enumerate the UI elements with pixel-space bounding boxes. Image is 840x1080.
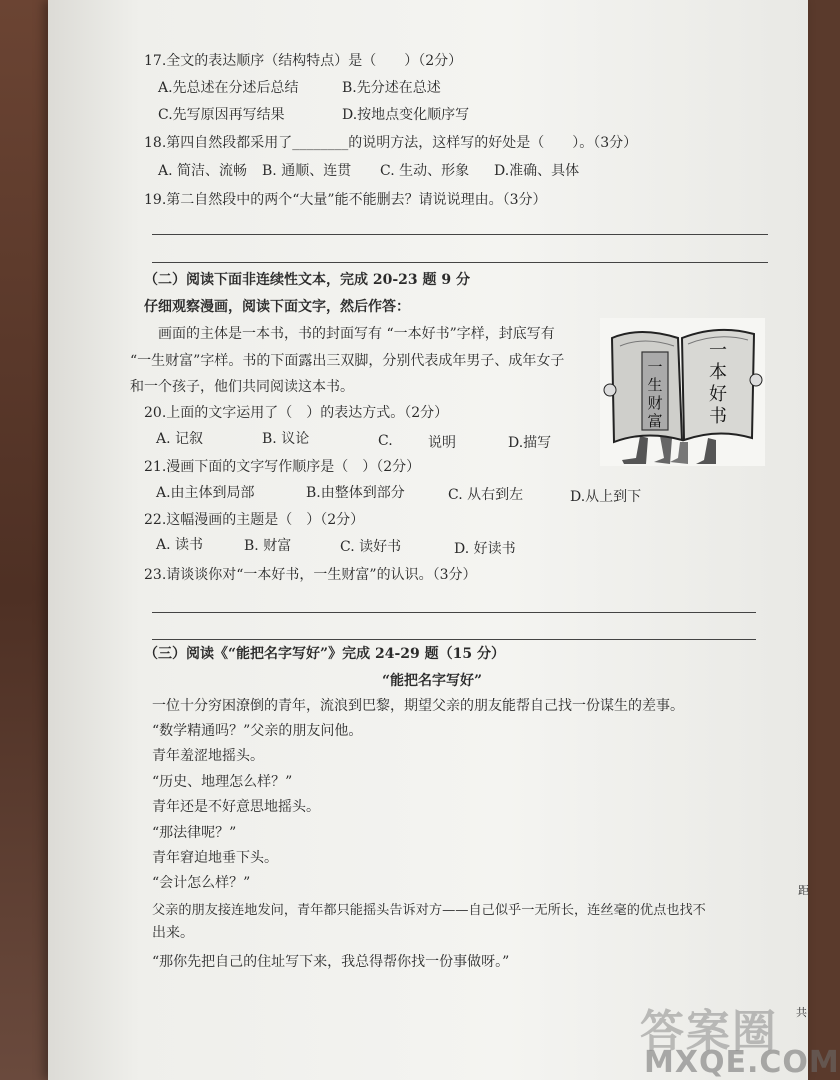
passage-line: 青年羞涩地摇头。	[152, 748, 264, 764]
q17-stem: 17.全文的表达顺序（结构特点）是（ ）（2分）	[144, 53, 463, 69]
q18-option-d: D.准确、具体	[494, 163, 580, 179]
book-comic-svg	[600, 318, 765, 466]
exam-paper	[48, 0, 808, 1080]
section3-title: （三）阅读《“能把名字写好”》完成 24-29 题（15 分）	[144, 646, 505, 662]
q21-stem: 21.漫画下面的文字写作顺序是（ ）（2分）	[144, 459, 421, 475]
answer-line	[152, 234, 768, 235]
q22-option-c: C. 读好书	[340, 539, 402, 555]
comic-left-char: 财	[647, 394, 663, 412]
passage-line: “那你先把自己的住址写下来，我总得帮你找一份事做呀。”	[152, 954, 510, 970]
watermark-url: MXQE.COM	[644, 1045, 840, 1080]
comic-right-char: 书	[709, 406, 727, 427]
passage-line: “历史、地理怎么样？”	[152, 774, 293, 790]
passage-line: 出来。	[152, 925, 194, 941]
answer-line	[152, 262, 768, 263]
q22-option-a: A. 读书	[156, 537, 204, 553]
section2-para-line: 和一个孩子，他们共同阅读这本书。	[130, 379, 354, 395]
q18-option-c: C. 生动、形象	[380, 163, 470, 179]
foot-shape	[670, 442, 688, 464]
q18-option-a: A. 简洁、流畅	[158, 163, 248, 179]
foot-shape	[622, 436, 648, 464]
section2-para-line: 画面的主体是一本书，书的封面写有 “一本好书”字样，封底写有	[158, 326, 555, 342]
passage-line: 青年窘迫地垂下头。	[152, 850, 278, 866]
passage-line: 父亲的朋友接连地发问，青年都只能摇头告诉对方——自己似乎一无所长，连丝毫的优点也找不	[152, 903, 706, 918]
watermark-logo-text: 答案圈	[640, 1006, 778, 1057]
comic-right-char: 好	[709, 384, 727, 405]
hand-shape	[604, 384, 616, 396]
q17-option-b: B.先分述在总述	[342, 80, 441, 96]
q21-option-b: B.由整体到部分	[306, 485, 405, 501]
q20-option-c-letter: C.	[378, 433, 393, 449]
q22-option-b: B. 财富	[244, 538, 292, 554]
comic-left-char: 生	[647, 376, 663, 394]
q20-option-d: D.描写	[508, 435, 552, 451]
q22-stem: 22.这幅漫画的主题是（ ）（2分）	[144, 512, 365, 528]
passage-title: “能把名字写好”	[382, 673, 483, 689]
hand-shape	[750, 374, 762, 386]
passage-line: “会计怎么样？”	[152, 875, 251, 891]
comic-left-char: 富	[647, 412, 663, 430]
answer-line	[152, 612, 756, 613]
q20-option-a: A. 记叙	[156, 431, 204, 447]
comic-right-char: 本	[709, 362, 727, 383]
q22-option-d: D. 好读书	[454, 541, 516, 557]
right-edge-fragment: 共	[796, 1006, 807, 1019]
passage-line: 青年还是不好意思地摇头。	[152, 799, 320, 815]
q21-option-d: D.从上到下	[570, 489, 642, 505]
q17-option-a: A.先总述在分述后总结	[158, 80, 299, 96]
passage-line: 一位十分穷困潦倒的青年，流浪到巴黎，期望父亲的朋友能帮自己找一份谋生的差事。	[152, 698, 684, 714]
q17-option-c: C.先写原因再写结果	[158, 107, 285, 123]
comic-right-char: 一	[709, 340, 727, 361]
section2-para-line: “一生财富”字样。书的下面露出三双脚，分别代表成年男子、成年女子	[130, 353, 565, 369]
right-edge-fragment: 距	[798, 884, 809, 897]
foot-shape	[696, 438, 716, 464]
q20-stem: 20.上面的文字运用了（ ）的表达方式。（2分）	[144, 405, 449, 421]
watermark	[640, 995, 840, 1080]
passage-line: “数学精通吗？”父亲的朋友问他。	[152, 723, 363, 739]
comic-left-char: 一	[647, 358, 663, 376]
section2-instruction: 仔细观察漫画，阅读下面文字，然后作答：	[144, 299, 410, 315]
q20-option-c-text: 说明	[428, 435, 456, 451]
q18-option-b: B. 通顺、连贯	[262, 163, 352, 179]
section2-title: （二）阅读下面非连续性文本，完成 20-23 题 9 分	[144, 272, 471, 288]
q21-option-c: C. 从右到左	[448, 487, 524, 503]
foot-shape	[654, 436, 672, 464]
passage-line: “那法律呢？”	[152, 825, 237, 841]
comic-illustration	[600, 318, 765, 466]
q18-stem: 18.第四自然段都采用了________的说明方法，这样写的好处是（ ）。（3分）	[144, 135, 638, 151]
q23-stem: 23.请谈谈你对“一本好书，一生财富”的认识。（3分）	[144, 567, 477, 583]
q19-stem: 19.第二自然段中的两个“大量”能不能删去？请说说理由。（3分）	[144, 192, 547, 208]
q21-option-a: A.由主体到局部	[156, 485, 255, 501]
answer-line	[152, 639, 756, 640]
q17-option-d: D.按地点变化顺序写	[342, 107, 470, 123]
q20-option-b: B. 议论	[262, 431, 310, 447]
